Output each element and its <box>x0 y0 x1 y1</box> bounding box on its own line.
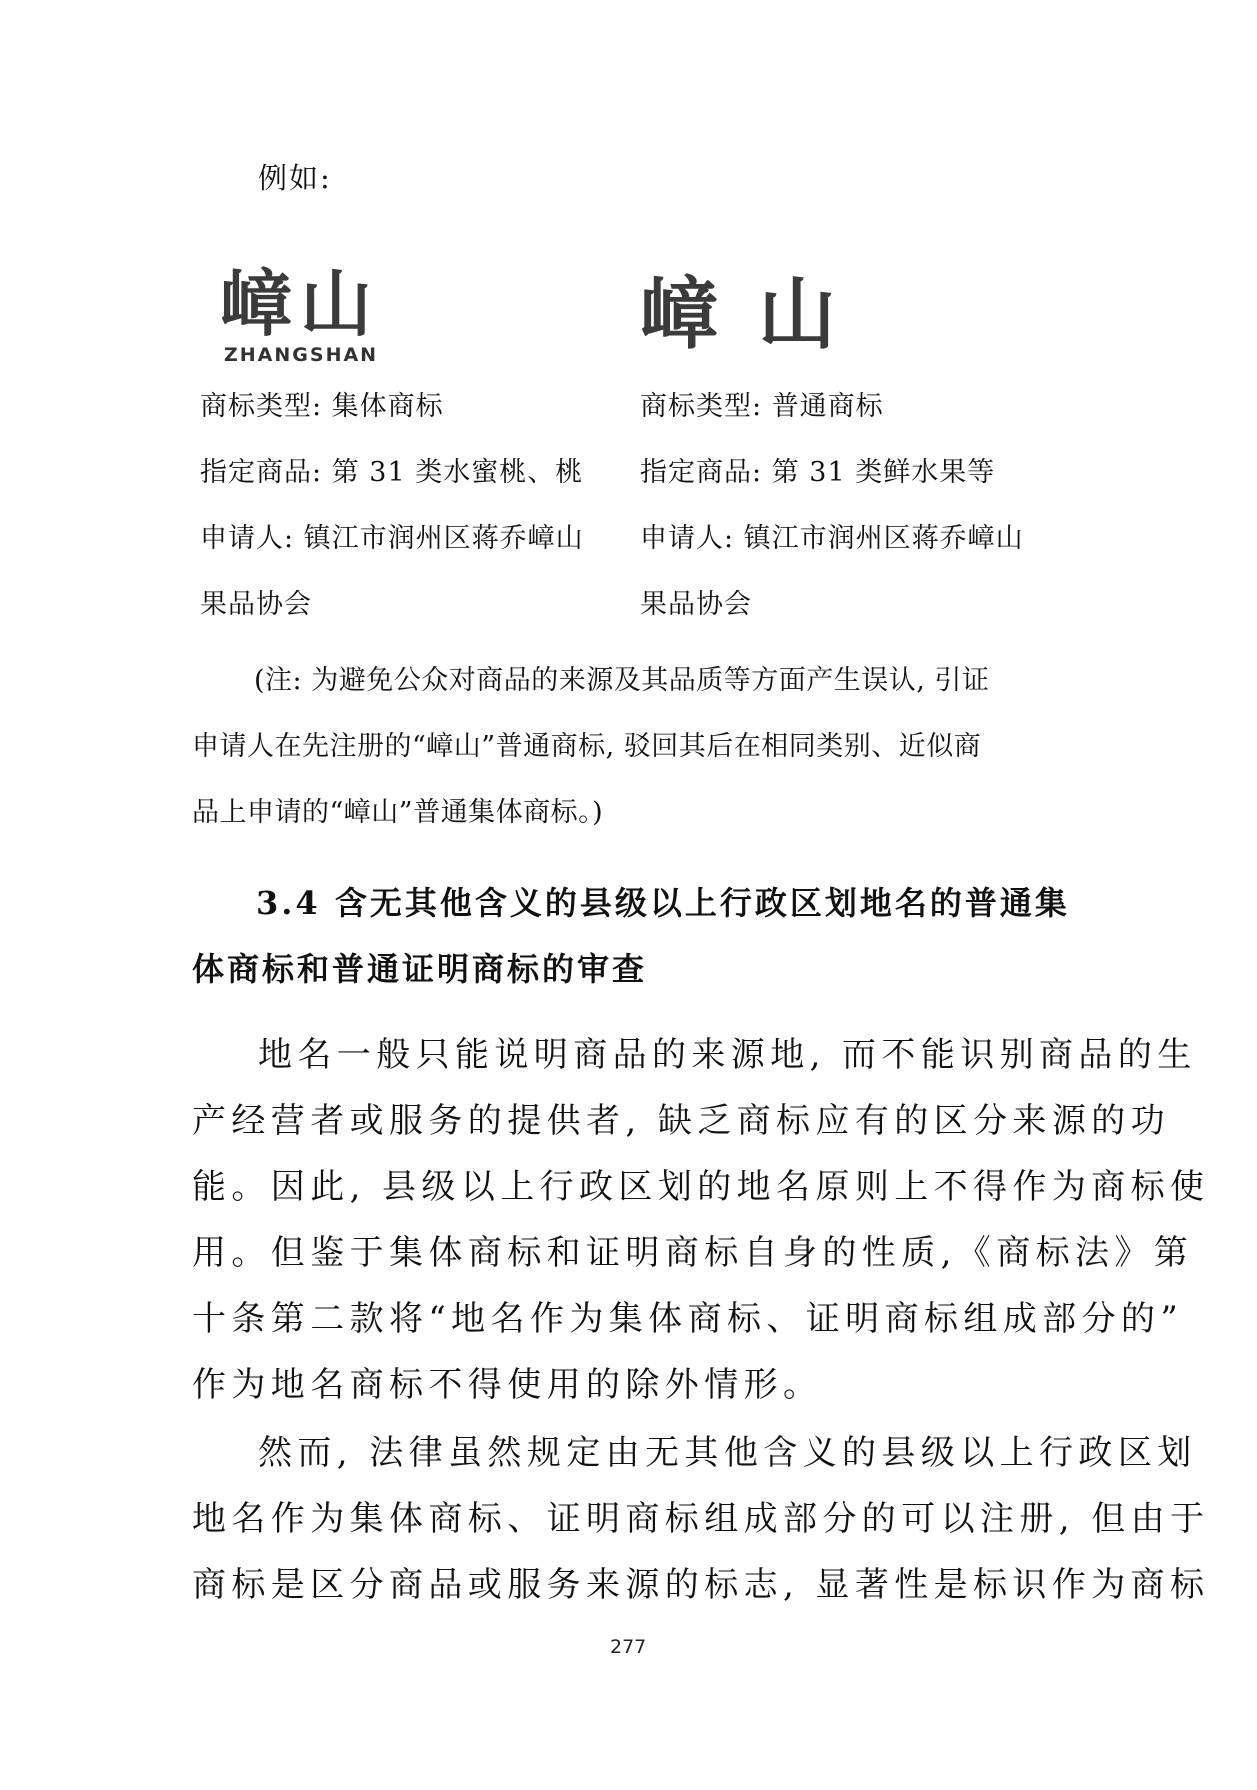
logo-pinyin-text: ZHANGSHAN <box>224 344 379 366</box>
applicant: 申请人: 镇江市润州区蒋乔嶂山 <box>200 523 584 554</box>
paragraph-line: 十条第二款将“地名作为集体商标、证明商标组成部分的” <box>192 1299 1184 1339</box>
body-paragraph-2 <box>192 1420 1210 1618</box>
heading-line: 体商标和普通证明商标的审查 <box>192 950 648 988</box>
heading-line: 3.4 含无其他含义的县级以上行政区划地名的普通集 <box>256 884 1070 922</box>
paragraph-line: 作为地名商标不得使用的除外情形。 <box>192 1365 823 1405</box>
paragraph-line: 产经营者或服务的提供者, 缺乏商标应有的区分来源的功 <box>192 1101 1171 1141</box>
page-number: 277 <box>610 1636 647 1658</box>
intro-text: 例如: <box>258 161 332 195</box>
paragraph-line: 地名作为集体商标、证明商标组成部分的可以注册, 但由于 <box>192 1499 1210 1539</box>
paragraph-line: 商标是区分商品或服务来源的标志, 显著性是标识作为商标 <box>192 1565 1210 1605</box>
note-line: 申请人在先注册的“嶂山”普通商标, 驳回其后在相同类别、近似商 <box>192 731 982 762</box>
collective-trademark-logo <box>220 261 381 366</box>
note-paragraph <box>192 648 1072 846</box>
body-paragraph-1 <box>192 1022 1210 1418</box>
note-line: (注: 为避免公众对商品的来源及其品质等方面产生误认, 引证 <box>254 665 990 696</box>
trademark-type: 商标类型: 集体商标 <box>200 391 444 422</box>
logo-chinese-text: 嶂山 <box>640 269 877 360</box>
applicant: 申请人: 镇江市润州区蒋乔嶂山 <box>640 523 1024 554</box>
note-line: 品上申请的“嶂山”普通集体商标。) <box>192 797 604 828</box>
section-heading <box>192 870 1072 1002</box>
applicant-continued: 果品协会 <box>200 589 312 620</box>
applicant-continued: 果品协会 <box>640 589 752 620</box>
designated-goods: 指定商品: 第 31 类鲜水果等 <box>640 457 996 488</box>
paragraph-line: 能。因此, 县级以上行政区划的地名原则上不得作为商标使 <box>192 1167 1210 1207</box>
trademark-type: 商标类型: 普通商标 <box>640 391 884 422</box>
ordinary-trademark-logo <box>640 269 877 360</box>
paragraph-line: 然而, 法律虽然规定由无其他含义的县级以上行政区划 <box>258 1433 1197 1473</box>
designated-goods: 指定商品: 第 31 类水蜜桃、桃 <box>200 457 584 488</box>
paragraph-line: 用。但鉴于集体商标和证明商标自身的性质,《商标法》第 <box>192 1233 1194 1273</box>
logo-chinese-text: 嶂山 <box>220 261 381 346</box>
paragraph-line: 地名一般只能说明商品的来源地, 而不能识别商品的生 <box>258 1035 1197 1075</box>
